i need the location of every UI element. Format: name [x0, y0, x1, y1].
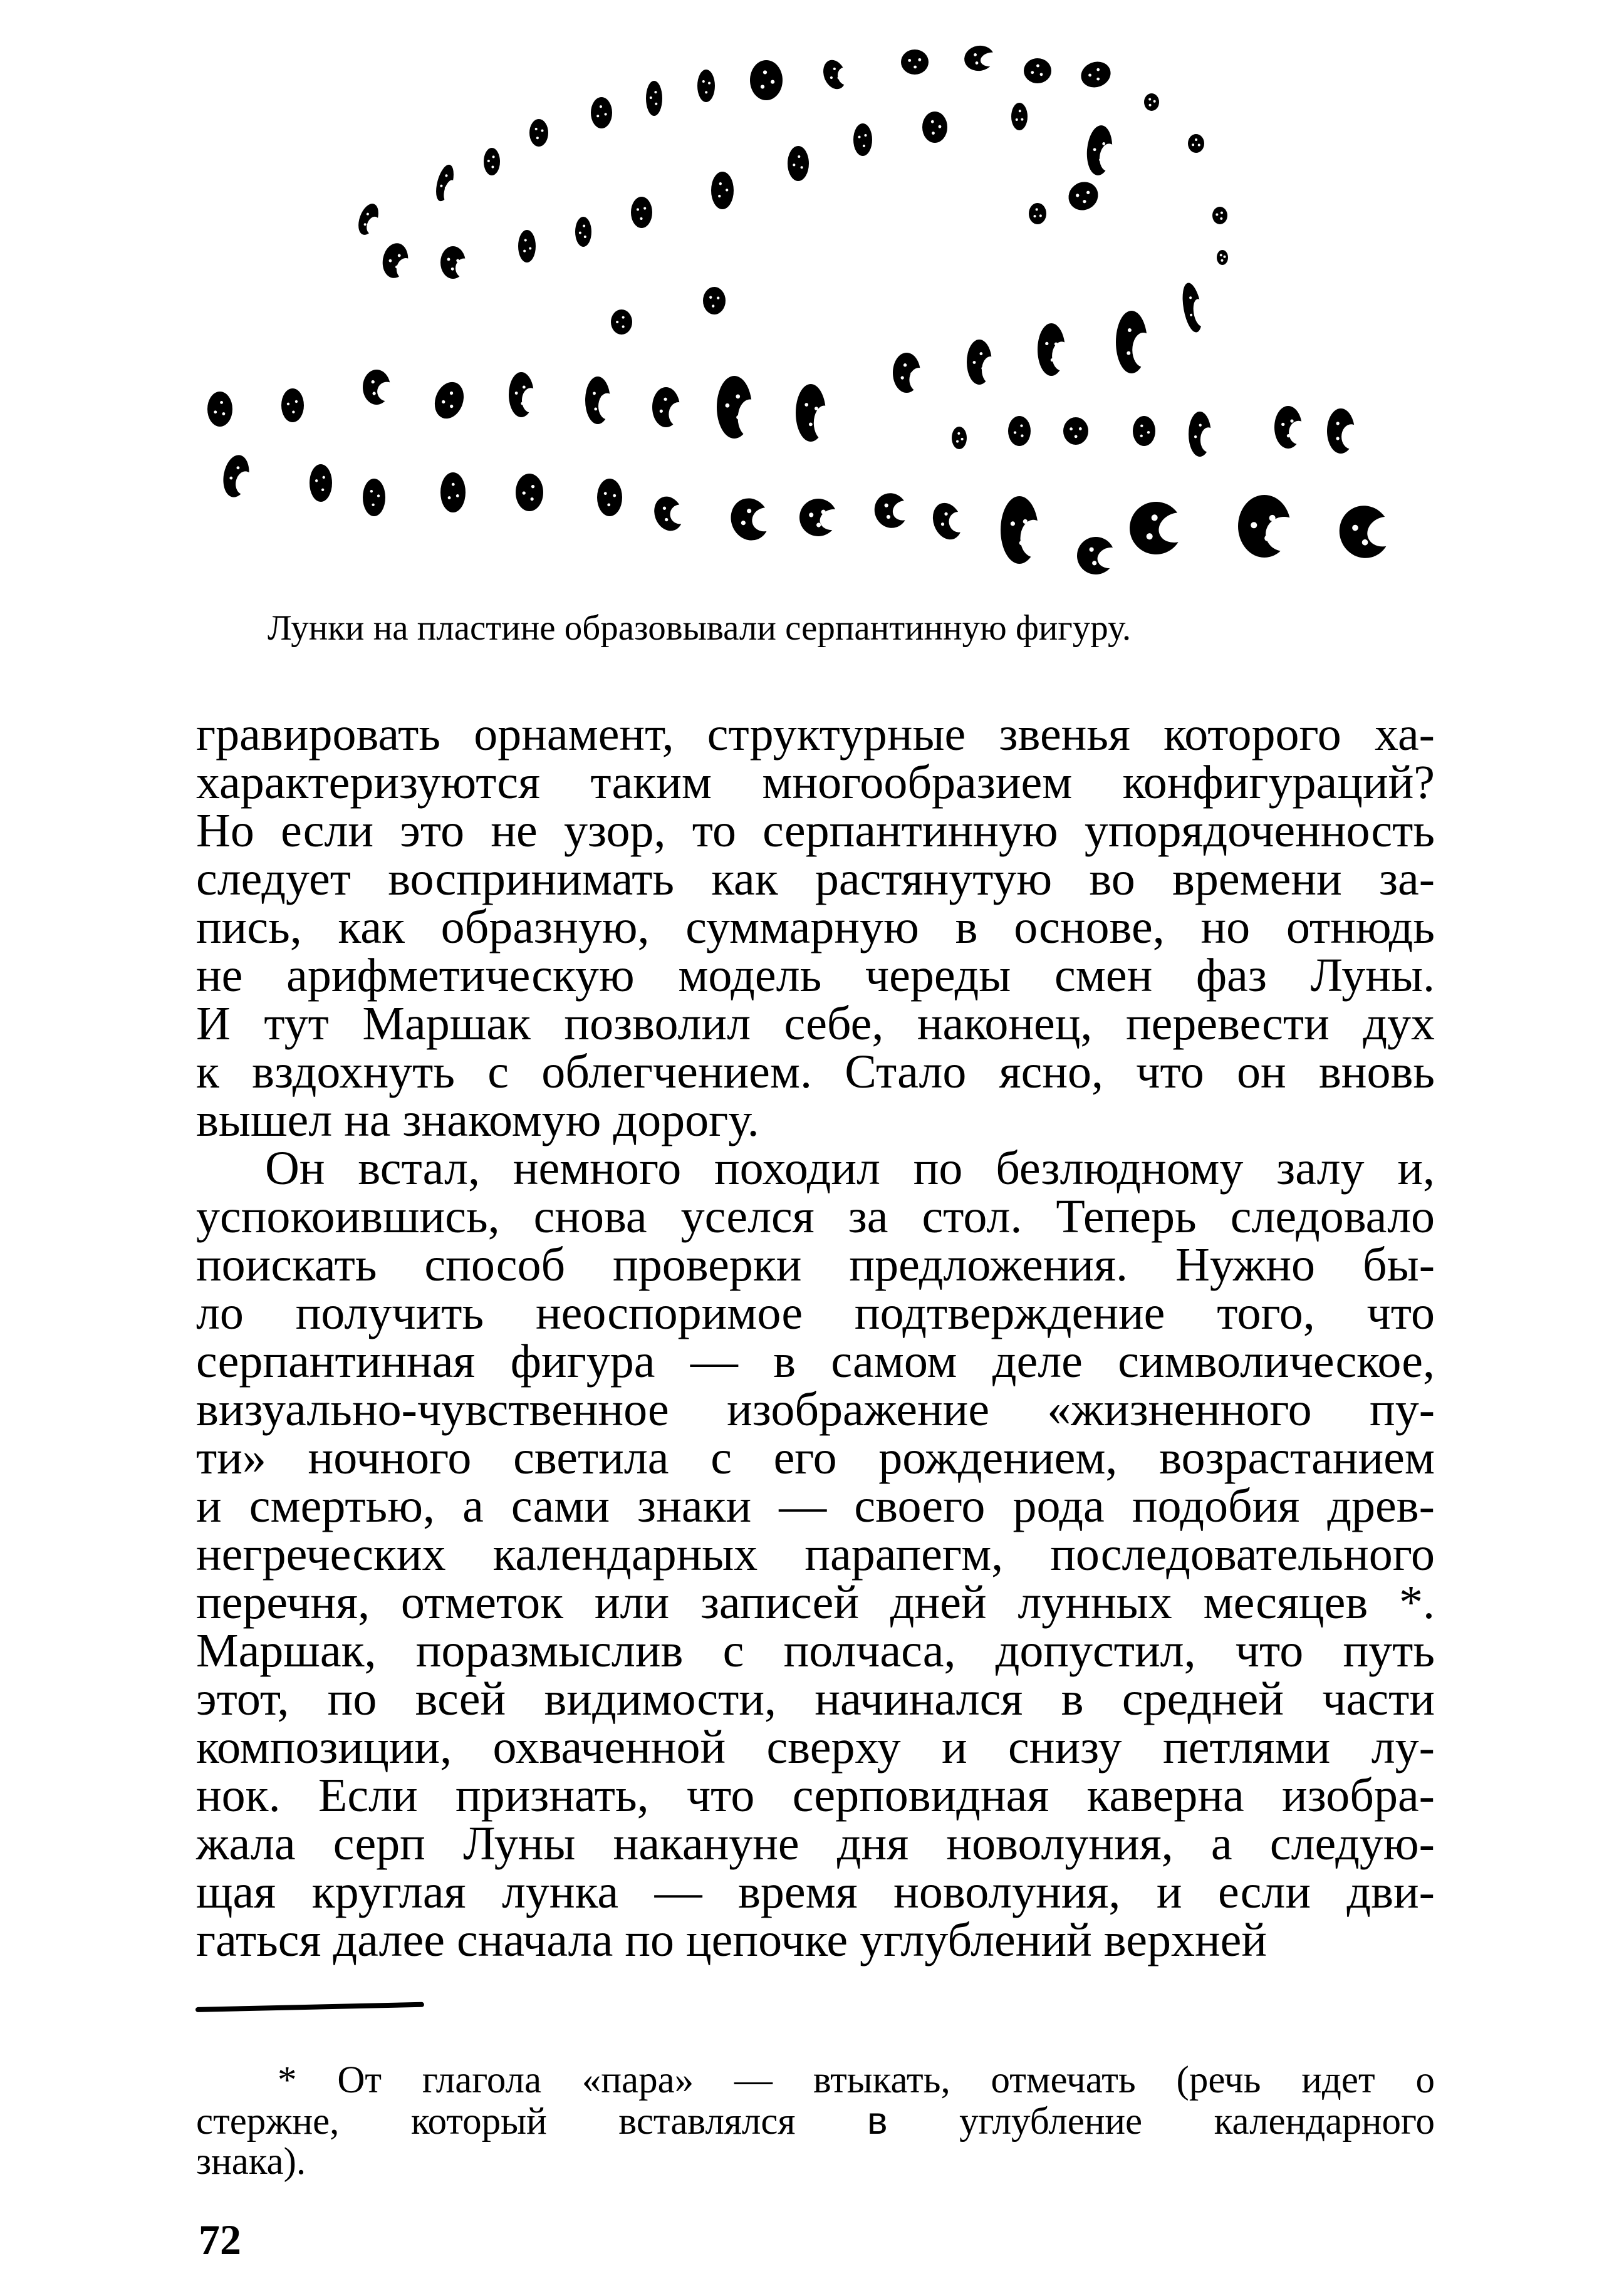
hole-mark	[509, 372, 539, 417]
text-line: гаться далее сначала по цепочке углублений верхней	[196, 1914, 1267, 1966]
hole-mark	[1133, 416, 1155, 446]
hole-mark	[820, 55, 856, 92]
footnote-line	[196, 2101, 1435, 2141]
hole-mark	[788, 146, 809, 181]
text-line: успокоившись, снова уселся за стол. Теперь следовало	[196, 1190, 1435, 1243]
text-line: не арифметическую модель череды смен фаз Луны.	[196, 949, 1435, 1002]
footnote-separator-rule	[195, 2002, 424, 2012]
hole-mark	[1122, 491, 1200, 562]
paragraph-start-line: Он встал, немного походил по безлюдному залу и,	[265, 1142, 1435, 1195]
hole-mark	[1074, 532, 1126, 578]
hole-mark	[717, 376, 763, 439]
hole-mark	[725, 490, 783, 546]
hole-mark	[1001, 496, 1047, 564]
hole-mark	[433, 163, 462, 204]
footnote-text: углубление календарного	[959, 2101, 1435, 2143]
text-line: перечня, отметок или записей дней лунных месяцев *.	[196, 1576, 1435, 1629]
hole-mark	[952, 427, 967, 449]
hole-mark	[430, 378, 469, 422]
hole-mark	[1217, 250, 1228, 265]
text-line: жала серп Луны накануне дня новолуния, а следую-	[196, 1817, 1435, 1870]
hole-mark	[611, 309, 632, 335]
hole-mark	[1078, 58, 1115, 91]
text-line: Но если это не узор, то серпантинную упорядоченность	[196, 804, 1435, 857]
text-line: нок. Если признать, что серповидная каверна изобра-	[196, 1769, 1435, 1822]
footnote-line: знака).	[196, 2141, 306, 2183]
hole-mark	[310, 464, 332, 502]
hole-mark	[962, 42, 1003, 73]
hole-mark	[1011, 103, 1028, 130]
serpentine-figure-illustration	[0, 0, 1624, 601]
hole-mark	[703, 287, 726, 314]
text-line: следует воспринимать как растянутую во времени за-	[196, 853, 1435, 905]
text-line: вышел на знакомую дорогу.	[196, 1094, 759, 1146]
hole-mark	[650, 491, 694, 535]
hole-mark	[440, 472, 466, 512]
page-number: 72	[199, 2216, 241, 2263]
hole-mark	[922, 112, 947, 143]
hole-mark	[1038, 323, 1071, 376]
hole-mark	[1008, 416, 1031, 446]
hole-mark	[597, 479, 622, 516]
hole-mark	[652, 387, 688, 427]
hole-mark	[893, 353, 929, 393]
hole-mark	[575, 217, 591, 247]
hole-mark	[796, 384, 835, 442]
hole-mark	[750, 60, 783, 100]
text-line: ло получить неоспоримое подтверждение того, что	[196, 1287, 1435, 1339]
hole-mark	[518, 230, 536, 262]
hole-mark	[1238, 495, 1303, 558]
hole-mark	[355, 201, 386, 239]
hole-mark	[1274, 406, 1308, 449]
hole-mark	[281, 388, 304, 422]
footnote	[196, 2060, 1435, 2182]
text-line: негреческих календарных парапегм, последовательного	[196, 1528, 1435, 1581]
hole-mark	[363, 370, 397, 405]
hole-mark	[631, 197, 652, 228]
hole-mark	[1327, 408, 1361, 454]
hole-mark	[529, 119, 548, 147]
hole-mark	[585, 377, 616, 424]
hole-mark	[1212, 207, 1227, 224]
hole-mark	[516, 474, 543, 511]
hole-mark	[1085, 124, 1120, 177]
text-line: поискать способ проверки предложения. Нужно бы-	[196, 1239, 1435, 1291]
hole-mark	[711, 172, 734, 209]
hole-mark	[1024, 58, 1051, 83]
hole-mark	[363, 479, 385, 516]
text-line: гравировать орнамент, структурные звенья которого ха-	[196, 708, 1435, 761]
text-line: к вздохнуть с облегчением. Стало ясно, что он вновь	[196, 1046, 1435, 1098]
hole-mark	[1063, 177, 1103, 216]
hole-mark	[697, 70, 715, 102]
hole-mark	[901, 49, 929, 75]
hole-mark	[207, 392, 232, 427]
hole-mark	[1029, 203, 1046, 224]
text-line: и смертью, а сами знаки — своего рода подобия древ-	[196, 1480, 1435, 1532]
hole-mark	[1144, 93, 1159, 111]
text-line: И тут Маршак позволил себе, наконец, перевести дух	[196, 997, 1435, 1050]
text-line: щая круглая лунка — время новолуния, и если дви-	[196, 1866, 1435, 1918]
text-line: ти» ночного светила с его рождением, возрастанием	[196, 1431, 1435, 1484]
hole-mark	[484, 148, 500, 175]
hole-mark	[646, 81, 662, 116]
hole-mark	[220, 453, 258, 500]
text-line: композиции, охваченной сверху и снизу петлями лу-	[196, 1721, 1435, 1774]
hole-mark	[870, 486, 919, 532]
hole-mark	[380, 241, 418, 281]
hole-mark	[1179, 281, 1209, 334]
text-line: Маршак, поразмыслив с полчаса, допустил, что путь	[196, 1624, 1435, 1677]
text-line: серпантинная фигура — в самом деле символическое,	[196, 1335, 1435, 1388]
hole-mark	[591, 97, 612, 128]
footnote-line: * От глагола «пара» — втыкать, отмечать (речь идет о	[278, 2059, 1435, 2101]
hole-mark	[1116, 311, 1154, 373]
hole-mark	[1332, 495, 1408, 565]
text-line: этот, по всей видимости, начинался в средней части	[196, 1673, 1435, 1725]
hole-mark	[440, 246, 473, 279]
text-line: визуально-чувственное изображение «жизненного пу-	[196, 1383, 1435, 1436]
footnote-text: стержне, который вставлялся	[196, 2101, 796, 2143]
hole-mark	[928, 497, 972, 544]
hole-mark	[796, 494, 848, 539]
body-text	[196, 710, 1435, 1965]
hole-mark	[1188, 134, 1204, 153]
hole-mark	[1063, 417, 1088, 445]
hole-mark	[853, 123, 872, 156]
text-line: пись, как образную, суммарную в основе, но отнюдь	[196, 901, 1435, 953]
hole-mark	[967, 340, 999, 385]
hole-mark	[1189, 412, 1216, 457]
text-line: характеризуются таким многообразием конфигураций?	[196, 756, 1435, 809]
figure-caption: Лунки на пластине образовывали серпантинную фигуру.	[268, 608, 1132, 648]
footnote-text: в	[867, 2099, 888, 2142]
